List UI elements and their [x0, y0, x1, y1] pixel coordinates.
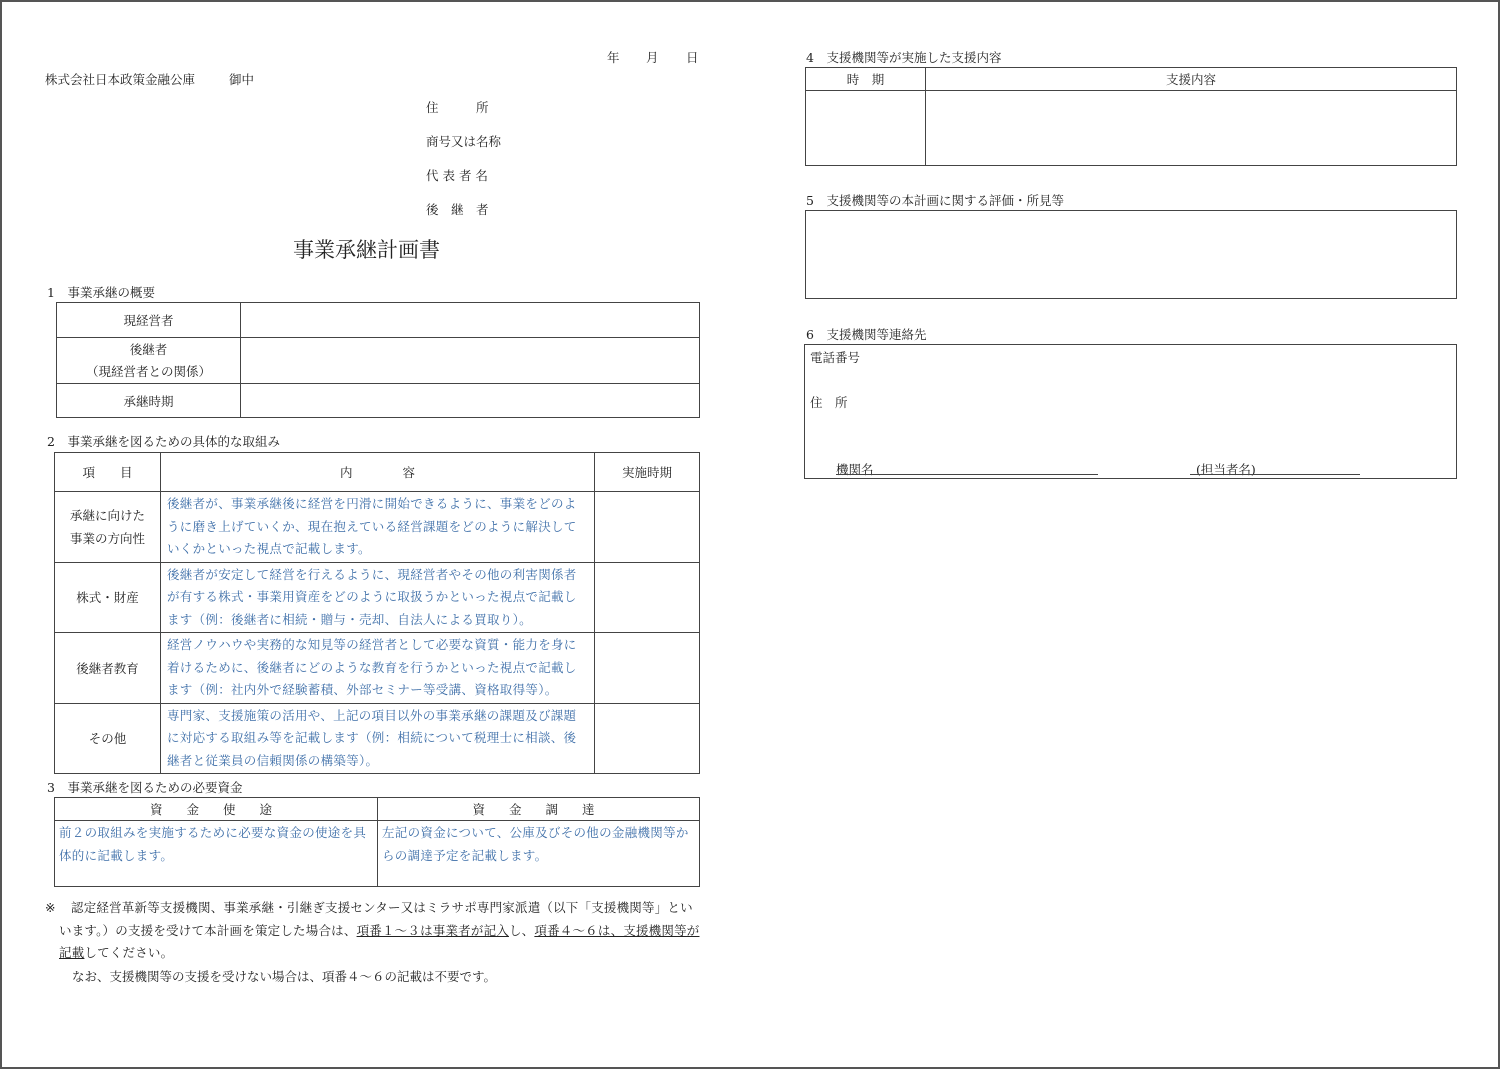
item-content[interactable]: 専門家、支援施策の活用や、上記の項目以外の事業承継の課題及び課題に対応する取組み等を記載します（例：相続について税理士に相談、後継者と従業員の信頼関係の構築等）。	[161, 703, 595, 774]
field-successor: 後 継 者	[426, 202, 489, 217]
fund-use-content[interactable]: 前２の取組みを実施するために必要な資金の使途を具体的に記載します。	[55, 821, 378, 887]
addressee: 株式会社日本政策金融公庫	[45, 72, 196, 87]
item-label: 後継者教育	[55, 633, 161, 704]
field-address: 住 所	[426, 100, 489, 115]
note-text4: なお、支援機関等の支援を受けない場合は、項番４～６の記載は不要です。	[72, 969, 497, 984]
label-succession-timing: 承継時期	[57, 384, 241, 418]
col-item: 項 目	[55, 453, 161, 492]
item-timing[interactable]	[595, 703, 700, 774]
label-current-manager: 現経営者	[57, 303, 241, 338]
section3-heading: 3 事業承継を図るための必要資金	[47, 780, 243, 795]
evaluation-field[interactable]	[805, 210, 1457, 299]
field-company-name: 商号又は名称	[426, 134, 502, 149]
col-fund-use: 資 金 使 途	[55, 798, 378, 821]
col-support-content: 支援内容	[926, 68, 1457, 91]
fund-procurement-content[interactable]: 左記の資金について、公庫及びその他の金融機関等からの調達予定を記載します。	[378, 821, 700, 887]
note-mark: ※	[45, 900, 56, 915]
col-timing: 実施時期	[595, 453, 700, 492]
section6-heading: 6 支援機関等連絡先	[806, 327, 927, 342]
item-content[interactable]: 経営ノウハウや実務的な知見等の経営者として必要な資質・能力を身に着けるために、後継者にどのような教育を行うかといった視点で記載します（例：社内外で経験蓄積、外部セミナー等受講、資格取得等）。	[161, 633, 595, 704]
succession-timing-field[interactable]	[241, 384, 700, 418]
col-period: 時 期	[806, 68, 926, 91]
page-title: 事業承継計画書	[293, 238, 440, 262]
honorific: 御中	[229, 72, 255, 87]
item-label: その他	[55, 703, 161, 774]
support-table	[805, 67, 1457, 166]
support-content-field[interactable]	[926, 91, 1457, 166]
org-name-underline[interactable]	[836, 474, 1098, 475]
address-label: 住 所	[810, 395, 848, 410]
note-text1: 認定経営革新等支援機関、事業承継・引継ぎ支援センター又はミラサポ専門家派遣（以下「支援機関等」といいます。）の支援を受けて本計画を策定した場合は、	[59, 900, 693, 938]
note-text2: し、	[508, 922, 535, 938]
item-label: 承継に向けた事業の方向性	[55, 492, 161, 563]
funds-table	[54, 797, 700, 887]
item-timing[interactable]	[595, 633, 700, 704]
item-content[interactable]: 後継者が、事業承継後に経営を円滑に開始できるように、事業をどのように磨き上げていくか、現在抱えている経営課題をどのように解決していくかといった視点で記載します。	[161, 492, 595, 563]
item-timing[interactable]	[595, 492, 700, 563]
col-fund-procurement: 資 金 調 達	[378, 798, 700, 821]
phone-label: 電話番号	[810, 350, 861, 365]
contact-person-underline[interactable]	[1190, 474, 1360, 475]
period-field[interactable]	[806, 91, 926, 166]
date-year: 年	[607, 50, 620, 65]
section1-heading: 1 事業承継の概要	[47, 285, 155, 300]
section2-heading: 2 事業承継を図るための具体的な取組み	[47, 434, 280, 449]
note-paragraph	[59, 897, 702, 965]
date-month: 月	[646, 50, 659, 65]
field-representative: 代 表 者 名	[426, 168, 488, 183]
initiatives-table	[54, 452, 700, 774]
note-text3: してください。	[84, 945, 174, 960]
item-content[interactable]: 後継者が安定して経営を行えるように、現経営者やその他の利害関係者が有する株式・事業用資産をどのように取扱うかといった視点で記載します（例：後継者に相続・贈与・売却、自法人による買取り）。	[161, 562, 595, 633]
label-successor	[57, 338, 241, 384]
section4-heading: 4 支援機関等が実施した支援内容	[806, 50, 1002, 65]
item-label: 株式・財産	[55, 562, 161, 633]
col-content: 内 容	[161, 453, 595, 492]
note-underline2: 項番４～６は、支援機関等が記載	[59, 922, 700, 960]
contact-person-label: (担当者名)	[1196, 462, 1256, 477]
org-name-label: 機関名	[836, 462, 874, 477]
contact-box	[804, 344, 1457, 479]
section5-heading: 5 支援機関等の本計画に関する評価・所見等	[806, 193, 1064, 208]
overview-table	[56, 302, 700, 418]
successor-label: 後継者	[129, 341, 168, 357]
successor-field[interactable]	[241, 338, 700, 384]
item-timing[interactable]	[595, 562, 700, 633]
current-manager-field[interactable]	[241, 303, 700, 338]
note-underline1: 項番１～３は事業者が記入	[356, 922, 509, 938]
date-day: 日	[686, 50, 699, 65]
successor-sublabel: （現経営者との関係）	[85, 363, 211, 379]
